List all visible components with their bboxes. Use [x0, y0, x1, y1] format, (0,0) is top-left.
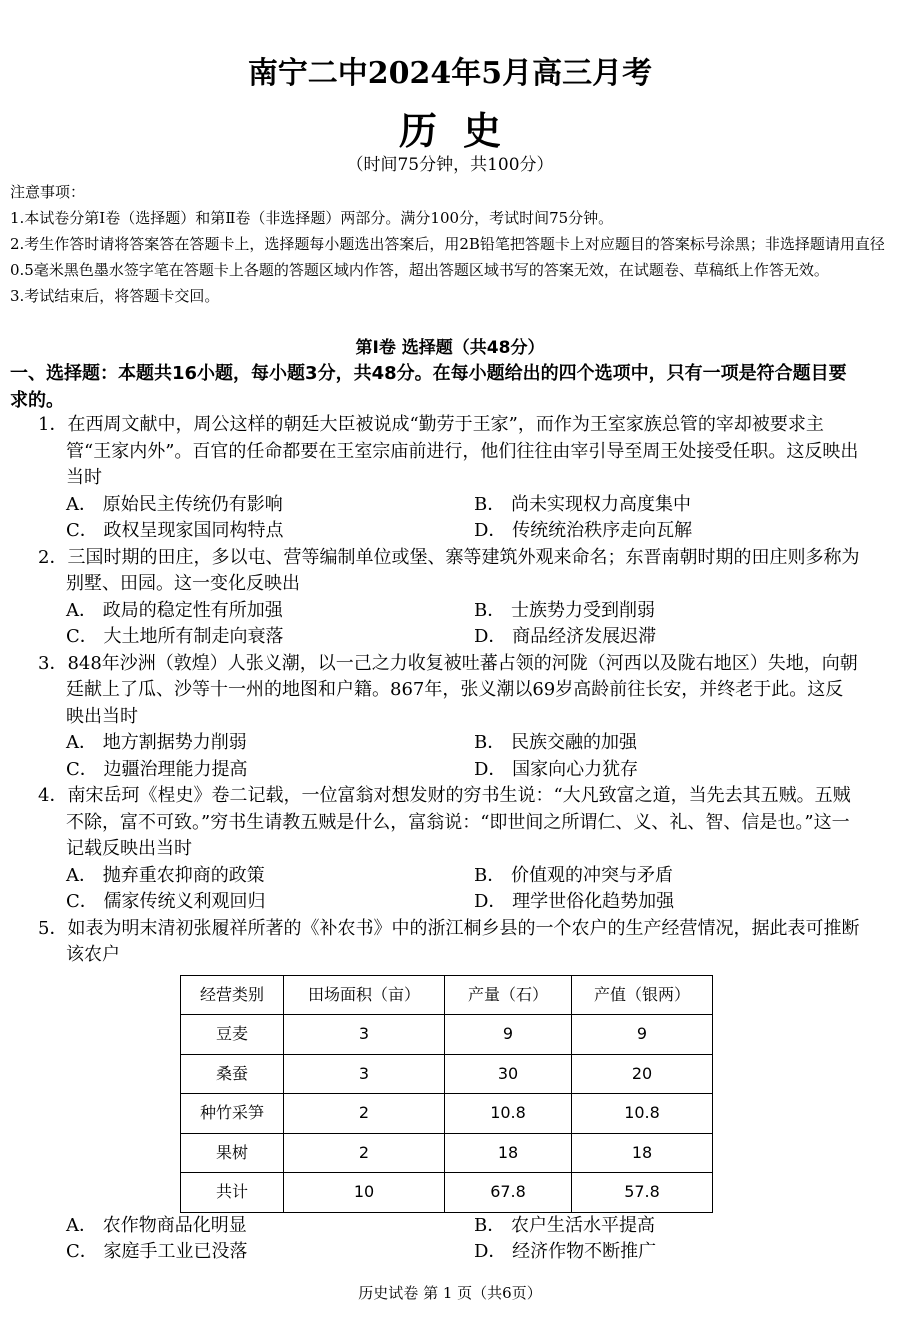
farm-table	[180, 975, 713, 1213]
table-cell: 9	[445, 1015, 572, 1055]
table-row	[181, 1054, 713, 1094]
subject-title: 历史	[398, 108, 527, 153]
question-1	[38, 412, 860, 545]
table-cell: 种竹采笋	[181, 1094, 284, 1134]
option-b: B． 士族势力受到削弱	[474, 599, 655, 621]
table-row	[181, 1094, 713, 1134]
table-row	[181, 1015, 713, 1055]
option-b: B． 民族交融的加强	[474, 732, 637, 753]
table-cell: 10.8	[445, 1094, 572, 1134]
question-2	[38, 545, 860, 651]
option-d: D． 国家向心力犹存	[474, 758, 639, 780]
table-cell: 57.8	[572, 1173, 713, 1213]
note-item: 1.本试卷分第Ⅰ卷（选择题）和第Ⅱ卷（非选择题）两部分。满分100分，考试时间75分钟。	[10, 209, 614, 227]
table-cell: 67.8	[445, 1173, 572, 1213]
option-a: A． 原始民主传统仍有影响	[66, 493, 283, 515]
table-cell: 共计	[181, 1173, 284, 1213]
question-stem: 5．如表为明末清初张履祥所著的《补农书》中的浙江桐乡县的一个农户的生产经营情况，据此表可推断该农户	[38, 917, 860, 965]
option-c: C． 儒家传统义利观回归	[66, 891, 266, 912]
table-cell: 10.8	[572, 1094, 713, 1134]
option-b: B． 价值观的冲突与矛盾	[474, 864, 673, 886]
notes-heading: 注意事项：	[10, 183, 86, 201]
question-4	[38, 783, 860, 916]
option-c: C． 大土地所有制走向衰落	[66, 626, 284, 647]
section-title: 第Ⅰ卷 选择题（共48分）	[355, 338, 545, 358]
option-grid	[38, 598, 860, 651]
table-header-row	[181, 975, 713, 1015]
question-stem: 4．南宋岳珂《桯史》卷二记载，一位富翁对想发财的穷书生说：“大凡致富之道，当先去其五贼。五贼不除，富不可致。”穷书生请教五贼是什么，富翁说：“即世间之所谓仁、义、礼、智、信是也。”这一记载反映出当时	[38, 785, 851, 859]
notes-block	[10, 179, 890, 309]
option-d: D． 经济作物不断推广	[474, 1241, 657, 1262]
table-cell: 9	[572, 1015, 713, 1055]
table-cell: 桑蚕	[181, 1054, 284, 1094]
page-footer: 历史试卷 第 1 页（共6页）	[358, 1284, 542, 1302]
note-item: 2.考生作答时请将答案答在答题卡上，选择题每小题选出答案后，用2B铅笔把答题卡上对应题目的答案标号涂黑；非选择题请用直径0.5毫米黑色墨水签字笔在答题卡上各题的答题区域内作答，超出答题区域书写的答案无效，在试题卷、草稿纸上作答无效。	[10, 235, 885, 279]
table-cell: 10	[284, 1173, 445, 1213]
table-row	[181, 1133, 713, 1173]
note-item: 3.考试结束后，将答题卡交回。	[10, 287, 220, 305]
table-header: 产值（银两）	[572, 975, 713, 1015]
option-b: B． 尚未实现权力高度集中	[474, 493, 691, 515]
table-cell: 3	[284, 1015, 445, 1055]
option-a: A． 地方割据势力削弱	[66, 732, 247, 753]
option-grid	[38, 863, 860, 916]
question-stem: 3．848年沙洲（敦煌）人张义潮，以一己之力收复被吐蕃占领的河陇（河西以及陇右地区）失地，向朝廷献上了瓜、沙等十一州的地图和户籍。867年，张义潮以69岁高龄前往长安，并终老于此。这反映出当时	[38, 652, 858, 727]
time-info: （时间75分钟，共100分）	[346, 155, 554, 175]
table-cell: 豆麦	[181, 1015, 284, 1055]
table-cell: 20	[572, 1054, 713, 1094]
part-intro: 一、选择题：本题共16小题，每小题3分，共48分。在每小题给出的四个选项中，只有一项是符合题目要求的。	[10, 363, 847, 411]
option-b: B． 农户生活水平提高	[474, 1214, 655, 1236]
option-c: C． 家庭手工业已没落	[66, 1241, 248, 1262]
option-d: D． 理学世俗化趋势加强	[474, 891, 675, 912]
option-grid	[38, 1213, 860, 1266]
option-grid	[38, 492, 860, 545]
table-row	[181, 1173, 713, 1213]
option-a: A． 农作物商品化明显	[66, 1214, 247, 1236]
question-stem: 2．三国时期的田庄，多以屯、营等编制单位或堡、寨等建筑外观来命名；东晋南朝时期的田庄则多称为别墅、田园。这一变化反映出	[38, 546, 860, 594]
table-cell: 果树	[181, 1133, 284, 1173]
exam-title: 南宁二中2024年5月高三月考	[247, 56, 653, 91]
table-cell: 30	[445, 1054, 572, 1094]
table-header: 田场面积（亩）	[284, 975, 445, 1015]
option-a: A． 政局的稳定性有所加强	[66, 599, 283, 621]
table-header: 产量（石）	[445, 975, 572, 1015]
question-3	[38, 651, 860, 784]
option-c: C． 政权呈现家国同构特点	[66, 520, 284, 541]
table-cell: 18	[445, 1133, 572, 1173]
question-5	[38, 916, 860, 1266]
option-grid	[38, 730, 860, 783]
table-cell: 18	[572, 1133, 713, 1173]
table-cell: 2	[284, 1094, 445, 1134]
option-d: D． 商品经济发展迟滞	[474, 626, 657, 647]
option-d: D． 传统统治秩序走向瓦解	[474, 520, 693, 541]
table-header: 经营类别	[181, 975, 284, 1015]
question-list	[38, 412, 860, 1266]
table-cell: 3	[284, 1054, 445, 1094]
option-c: C． 边疆治理能力提高	[66, 758, 248, 780]
table-cell: 2	[284, 1133, 445, 1173]
question-stem: 1．在西周文献中，周公这样的朝廷大臣被说成“勤劳于王家”，而作为王室家族总管的宰却被要求主管“王家内外”。百官的任命都要在王室宗庙前进行，他们往往由宰引导至周王处接受任职。这反映出当时	[38, 414, 859, 488]
option-a: A． 抛弃重农抑商的政策	[66, 864, 265, 886]
